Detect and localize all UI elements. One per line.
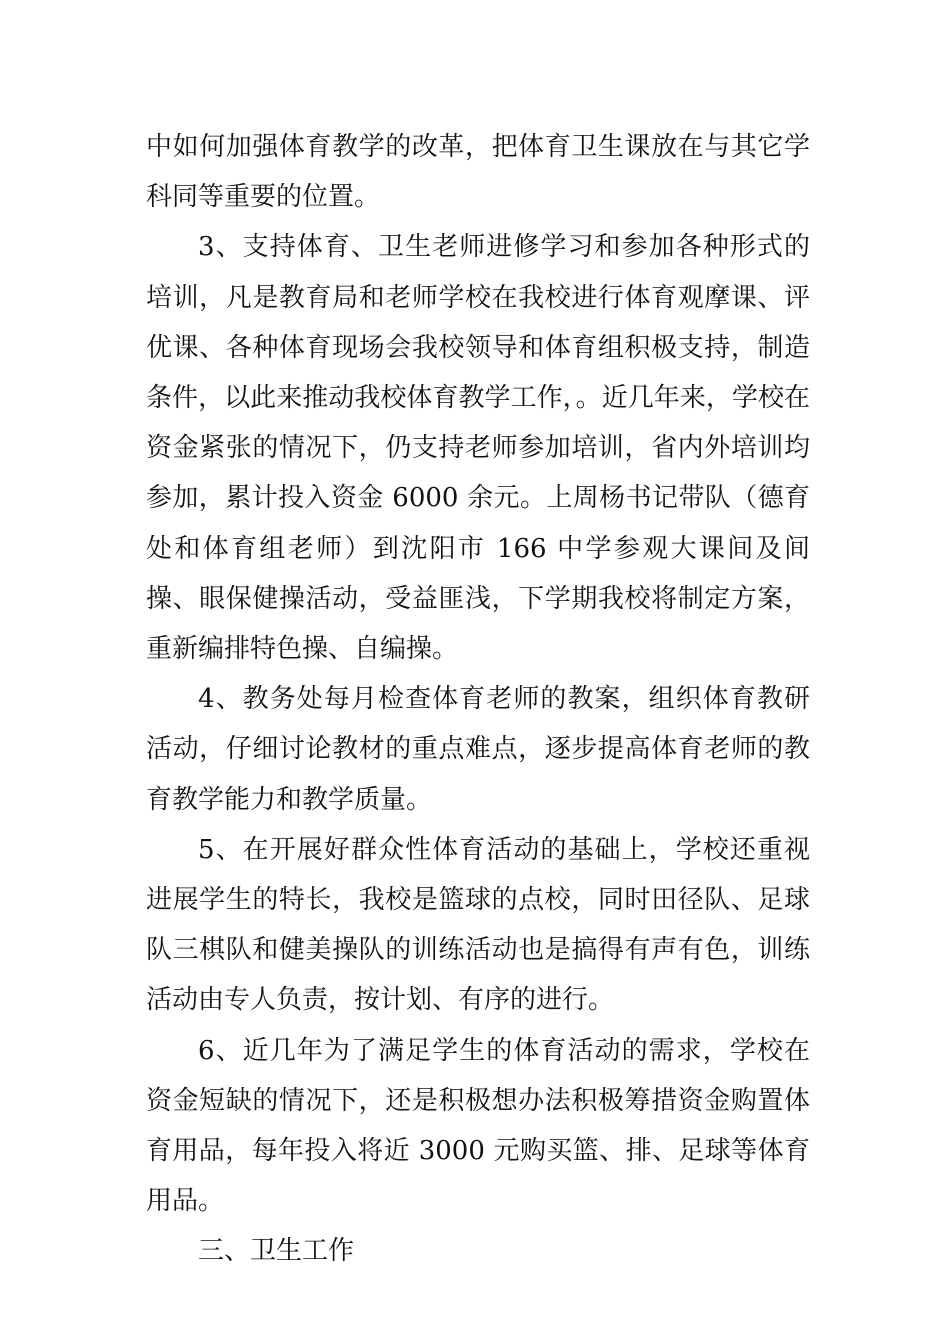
paragraph-item-6: 6、近几年为了满足学生的体育活动的需求，学校在资金短缺的情况下，还是积极想办法积极筹措资金购置体育用品，每年投入将近 3000 元购买篮、排、足球等体育用品。 (146, 1035, 810, 1217)
paragraph-continuation: 中如何加强体育教学的改革，把体育卫生课放在与其它学科同等重要的位置。 (146, 132, 810, 213)
section-heading-hygiene: 三、卫生工作 (198, 1236, 355, 1267)
paragraph-item-4: 4、教务处每月检查体育老师的教案，组织体育教研活动，仔细讨论教材的重点难点，逐步提高体育老师的教育教学能力和教学质量。 (146, 684, 810, 815)
document-body (146, 122, 810, 1277)
paragraph-item-5: 5、在开展好群众性体育活动的基础上，学校还重视进展学生的特长，我校是篮球的点校，同时田径队、足球队三棋队和健美操队的训练活动也是搞得有声有色，训练活动由专人负责，按计划、有序的进行。 (146, 834, 810, 1016)
paragraph-item-3: 3、支持体育、卫生老师进修学习和参加各种形式的培训，凡是教育局和老师学校在我校进行体育观摩课、评优课、各种体育现场会我校领导和体育组积极支持，制造条件，以此来推动我校体育教学工作，。近几年来，学校在资金紧张的情况下，仍支持老师参加培训，省内外培训均参加，累计投入资金 6000 余元。上周杨书记带队（德育处和体育组老师）到沈阳市 166 中学参观大课间及间操、眼保健操活动，受益匪浅，下学期我校将制定方案，重新编排特色操、自编操。 (146, 232, 810, 665)
